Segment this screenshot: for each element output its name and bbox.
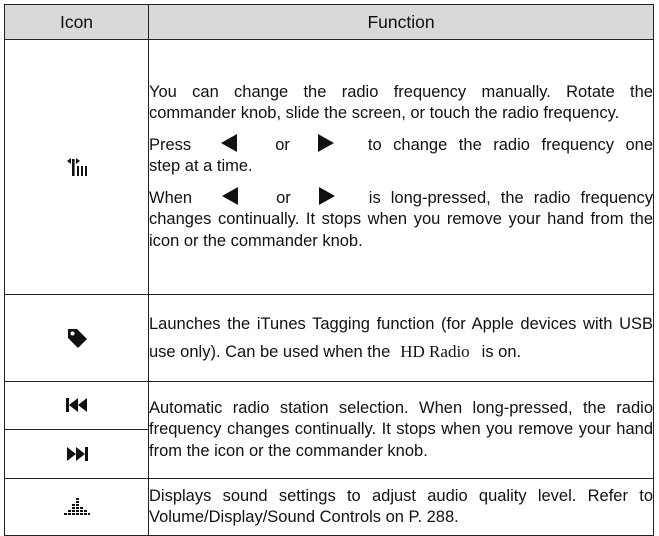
function-cell [149, 295, 654, 382]
hd-radio-logo: HD Radio [400, 342, 470, 361]
icon-cell [5, 382, 149, 430]
press-text: Press [149, 135, 192, 154]
table-header-row [5, 5, 654, 40]
function-cell [149, 382, 654, 479]
step-text: to change the radio frequency one step at a time. [149, 135, 653, 176]
manual-tune-longpress [149, 187, 653, 253]
function-cell [149, 479, 654, 536]
left-arrow-icon [221, 134, 237, 152]
tagging-desc: Launches the iTunes Tagging function (for Apple devices with USB use only). Can be used when the [149, 315, 653, 361]
icon-cell [5, 295, 149, 382]
tag-icon [66, 327, 88, 349]
table-row [5, 382, 654, 430]
table-row [5, 295, 654, 382]
left-arrow-icon [222, 187, 238, 205]
sound-settings-icon [64, 498, 90, 516]
right-arrow-icon [319, 187, 335, 205]
table-row [5, 40, 654, 295]
seek-previous-icon [66, 397, 88, 413]
header-icon: Icon [5, 5, 149, 40]
or-text: or [275, 135, 290, 154]
icon-cell [5, 479, 149, 536]
right-arrow-icon [318, 134, 334, 152]
longpress-text: is long-pressed, the radio frequency changes continually. It stops when you remove your hand from the icon or the commander knob. [149, 188, 653, 250]
icon-cell [5, 430, 149, 479]
seek-desc: Automatic radio station selection. When long-pressed, the radio frequency changes continually. It stops when you remove your hand from the icon or the commander knob. [149, 398, 653, 460]
icon-function-table [4, 4, 654, 536]
when-text: When [149, 188, 193, 207]
manual-tune-icon [66, 157, 88, 177]
or-text: or [276, 188, 291, 207]
seek-next-icon [66, 446, 88, 462]
table-row [5, 479, 654, 536]
sound-settings-desc: Displays sound settings to adjust audio quality level. Refer to Volume/Display/Sound Controls on P. 288. [149, 486, 653, 526]
function-cell [149, 40, 654, 295]
manual-tune-press [149, 134, 653, 178]
manual-tune-desc: You can change the radio frequency manually. Rotate the commander knob, slide the screen, or touch the radio frequency. [149, 82, 653, 123]
header-function: Function [149, 5, 654, 40]
icon-cell [5, 40, 149, 295]
tagging-desc-tail: is on. [481, 343, 522, 361]
